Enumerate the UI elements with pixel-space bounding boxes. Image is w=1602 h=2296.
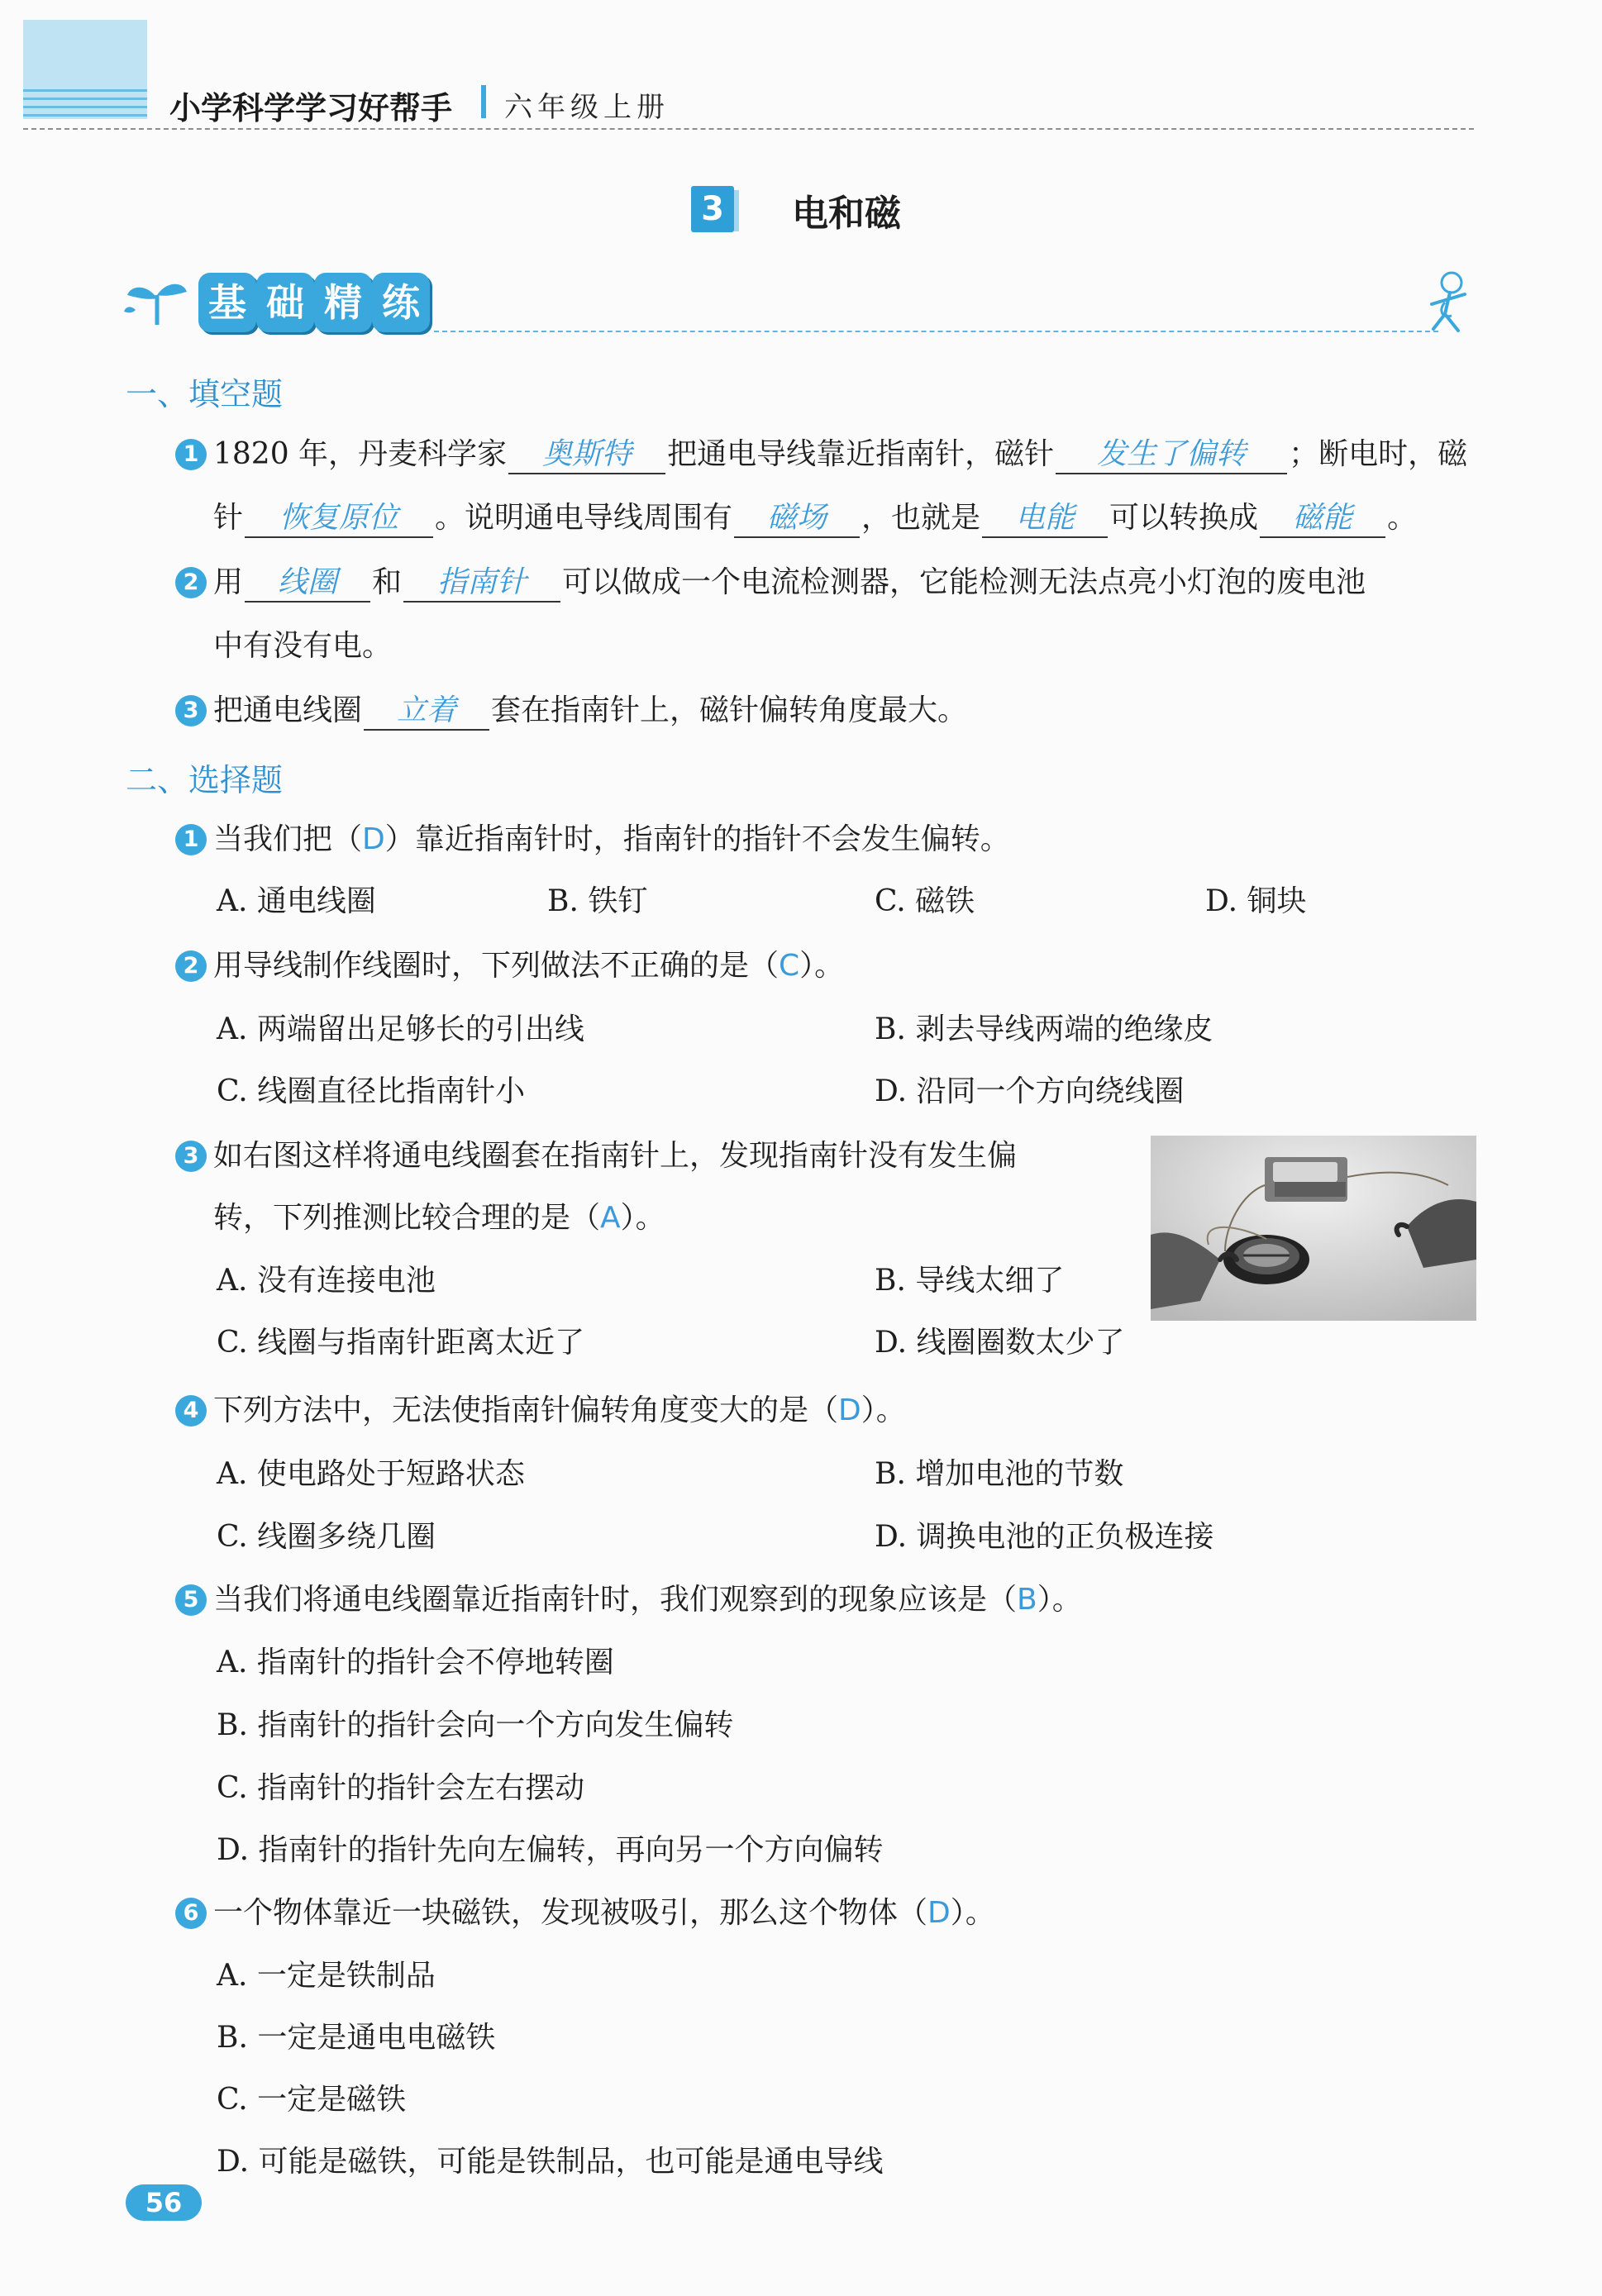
option-b: B. 铁钉: [547, 884, 648, 918]
option-d: D. 铜块: [1205, 884, 1307, 918]
running-figure-icon: [1423, 269, 1473, 339]
option-a: A. 使电路处于短路状态: [217, 1457, 525, 1491]
question-number: 1: [175, 824, 207, 855]
option-a: A. 指南针的指针会不停地转圈: [217, 1646, 614, 1679]
fill-q3-line1: 把通电线圈 立着 套在指南针上，磁针偏转角度最大。: [213, 693, 967, 731]
choice-q4-stem: 下列方法中，无法使指南针偏转角度变大的是（D）。: [213, 1393, 906, 1427]
banner-char: 练: [372, 273, 430, 332]
choice-q1-stem: 当我们把（D）靠近指南针时，指南针的指针不会发生偏转。: [213, 822, 1010, 856]
question-number: 6: [175, 1898, 207, 1929]
question-number: 2: [175, 567, 207, 598]
header-stripe: [23, 89, 147, 92]
option-c: C. 磁铁: [875, 884, 975, 918]
option-c: C. 一定是磁铁: [217, 2083, 407, 2117]
question-number: 1: [175, 439, 207, 470]
option-b: B. 导线太细了: [875, 1264, 1065, 1298]
section-heading-fill: 一、填空题: [126, 376, 284, 412]
answer-blank: 磁场: [734, 500, 860, 538]
choice-q5-stem: 当我们将通电线圈靠近指南针时，我们观察到的现象应该是（B）。: [213, 1583, 1082, 1617]
option-d: D. 调换电池的正负极连接: [875, 1520, 1214, 1554]
choice-q2-stem: 用导线制作线圈时，下列做法不正确的是（C）。: [213, 949, 845, 983]
answer-blank: 发生了偏转: [1056, 436, 1287, 474]
option-b: B. 指南针的指针会向一个方向发生偏转: [217, 1708, 734, 1742]
fill-q2-line2: 中有没有电。: [213, 629, 393, 663]
banner-char: 础: [256, 273, 314, 332]
fill-q1-line2: 针 恢复原位 。说明通电导线周围有 磁场 ，也就是 电能 可以转换成 磁能 。: [213, 500, 1417, 538]
header-stripe: [23, 98, 147, 100]
option-a: A. 通电线圈: [217, 884, 376, 918]
answer-letter: C: [779, 949, 800, 983]
coil-compass-photo: [1151, 1136, 1476, 1321]
option-c: C. 线圈多绕几圈: [217, 1520, 436, 1554]
question-number: 3: [175, 1141, 207, 1172]
banner-rule: [434, 331, 1438, 332]
book-title: 小学科学学习好帮手: [169, 90, 453, 126]
header-decor-block: [23, 20, 147, 119]
answer-blank: 恢复原位: [245, 500, 433, 538]
question-number: 3: [175, 695, 207, 726]
option-d: D. 沿同一个方向绕线圈: [875, 1074, 1185, 1108]
answer-letter: D: [362, 822, 385, 856]
option-d: D. 可能是磁铁，可能是铁制品，也可能是通电导线: [217, 2145, 884, 2179]
header-stripe: [23, 114, 147, 117]
option-d: D. 线圈圈数太少了: [875, 1326, 1125, 1360]
question-number: 5: [175, 1584, 207, 1616]
option-a: A. 没有连接电池: [217, 1264, 436, 1298]
answer-letter: D: [838, 1393, 861, 1427]
option-c: C. 线圈与指南针距离太近了: [217, 1326, 585, 1360]
option-b: B. 增加电池的节数: [875, 1457, 1124, 1491]
page-number: 56: [126, 2184, 202, 2221]
header-stripe: [23, 106, 147, 108]
answer-blank: 指南针: [403, 564, 560, 603]
banner-char: 基: [198, 273, 256, 332]
fill-q2-line1: 用 线圈 和 指南针 可以做成一个电流检测器，它能检测无法点亮小灯泡的废电池: [213, 564, 1366, 603]
section-heading-choice: 二、选择题: [126, 762, 284, 798]
choice-q6-stem: 一个物体靠近一块磁铁，发现被吸引，那么这个物体（D）。: [213, 1896, 995, 1930]
answer-blank: 磁能: [1260, 500, 1385, 538]
option-b: B. 剥去导线两端的绝缘皮: [875, 1012, 1213, 1046]
header-rule: [23, 128, 1474, 130]
option-d: D. 指南针的指针先向左偏转，再向另一个方向偏转: [217, 1833, 884, 1867]
answer-letter: A: [600, 1201, 621, 1235]
fill-q1-line1: 1820 年，丹麦科学家 奥斯特 把通电导线靠近指南针，磁针 发生了偏转 ；断电时，磁: [213, 436, 1467, 474]
answer-blank: 线圈: [245, 564, 370, 603]
option-c: C. 线圈直径比指南针小: [217, 1074, 526, 1108]
option-a: A. 两端留出足够长的引出线: [217, 1012, 584, 1046]
question-number: 4: [175, 1395, 207, 1427]
choice-q3-stem-line1: 如右图这样将通电线圈套在指南针上，发现指南针没有发生偏: [213, 1139, 1018, 1173]
answer-blank: 电能: [982, 500, 1108, 538]
chapter-title: 电和磁: [792, 193, 901, 235]
answer-blank: 立着: [364, 693, 489, 731]
chapter-number: 3: [691, 186, 734, 232]
grade-label: 六年级上册: [504, 91, 670, 124]
choice-q3-stem-line2: 转，下列推测比较合理的是（A）。: [213, 1201, 665, 1235]
option-a: A. 一定是铁制品: [217, 1959, 436, 1993]
answer-blank: 奥斯特: [508, 436, 665, 474]
option-b: B. 一定是通电电磁铁: [217, 2021, 496, 2055]
question-number: 2: [175, 950, 207, 982]
sprout-icon: [124, 277, 190, 326]
option-c: C. 指南针的指针会左右摆动: [217, 1771, 585, 1805]
answer-letter: B: [1017, 1583, 1037, 1617]
banner-char: 精: [314, 273, 372, 332]
header-divider: [481, 85, 486, 118]
answer-letter: D: [927, 1896, 951, 1930]
